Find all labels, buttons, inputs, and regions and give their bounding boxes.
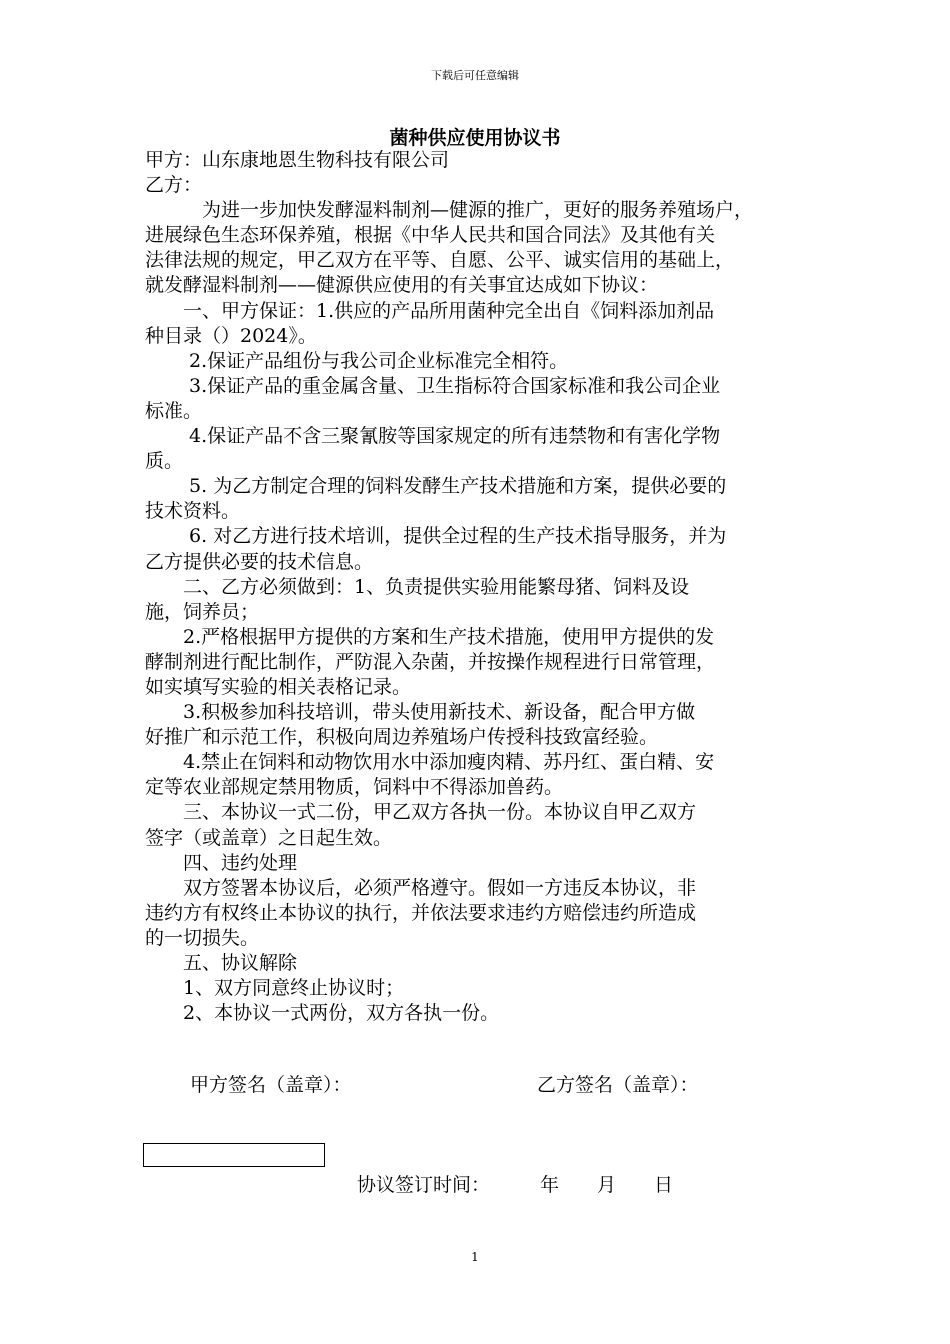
text-line: 法律法规的规定，甲乙双方在平等、自愿、公平、诚实信用的基础上， xyxy=(145,249,735,272)
year-label: 年 xyxy=(540,1174,560,1196)
text-line: 三、本协议一式二份，甲乙双方各执一份。本协议自甲乙双方 xyxy=(145,801,697,824)
text-line: 好推广和示范工作，积极向周边养殖场户传授科技致富经验。 xyxy=(145,726,659,749)
text-line: 签字（或盖章）之日起生效。 xyxy=(145,826,393,849)
text-line: 乙方提供必要的技术信息。 xyxy=(145,550,374,573)
text-line: 酵制剂进行配比制作，严防混入杂菌，并按操作规程进行日常管理， xyxy=(145,650,716,673)
signing-date xyxy=(357,1170,673,1197)
text-line: 违约方有权终止本协议的执行，并依法要求违约方赔偿违约所造成 xyxy=(145,901,697,924)
text-line: 进展绿色生态环保养殖，根据《中华人民共和国合同法》及其他有关 xyxy=(145,224,716,247)
agreement-body xyxy=(145,148,840,1026)
blank-field-box xyxy=(143,1143,325,1167)
text-line: 标准。 xyxy=(145,399,203,422)
text-line: 为进一步加快发酵湿料制剂—健源的推广，更好的服务养殖场户， xyxy=(145,199,754,222)
text-line: 甲方：山东康地恩生物科技有限公司 xyxy=(145,149,450,171)
text-line: 4.禁止在饲料和动物饮用水中添加瘦肉精、苏丹红、蛋白精、安 xyxy=(145,751,715,774)
text-line: 的一切损失。 xyxy=(145,926,260,949)
day-label: 日 xyxy=(654,1174,674,1196)
page-header-note: 下载后可任意编辑 xyxy=(431,69,519,82)
text-line: 3.保证产品的重金属含量、卫生指标符合国家标准和我公司企业 xyxy=(145,374,721,397)
text-line: 5. 为乙方制定合理的饲料发酵生产技术措施和方案，提供必要的 xyxy=(145,475,727,498)
text-line: 2.保证产品组份与我公司企业标准完全相符。 xyxy=(145,349,569,372)
text-line: 4.保证产品不含三聚氰胺等国家规定的所有违禁物和有害化学物 xyxy=(145,425,721,448)
text-line: 质。 xyxy=(145,450,184,473)
text-line: 1、双方同意终止协议时； xyxy=(145,977,405,1000)
text-line: 3.积极参加科技培训，带头使用新技术、新设备，配合甲方做 xyxy=(145,701,696,724)
text-line: 二、乙方必须做到：1、负责提供实验用能繁母猪、饲料及设 xyxy=(145,575,690,598)
text-line: 一、甲方保证：1.供应的产品所用菌种完全出自《饲料添加剂品 xyxy=(145,299,715,322)
month-label: 月 xyxy=(597,1174,617,1196)
text-line: 四、违约处理 xyxy=(145,851,298,874)
signing-date-label: 协议签订时间： xyxy=(357,1174,491,1196)
text-line: 定等农业部规定禁用物质，饲料中不得添加兽药。 xyxy=(145,776,564,799)
text-line: 2.严格根据甲方提供的方案和生产技术措施，使用甲方提供的发 xyxy=(145,625,715,648)
text-line: 如实填写实验的相关表格记录。 xyxy=(145,675,412,698)
page-number: 1 xyxy=(471,1250,479,1264)
text-line: 五、协议解除 xyxy=(145,952,298,974)
text-line: 技术资料。 xyxy=(145,500,241,523)
text-line: 2、本协议一式两份，双方各执一份。 xyxy=(145,1002,500,1025)
text-line: 施，饲养员； xyxy=(145,600,260,623)
text-line: 就发酵湿料制剂——健源供应使用的有关事宜达成如下协议： xyxy=(145,274,659,297)
text-line: 种目录（）2024》。 xyxy=(145,324,317,347)
text-line: 双方签署本协议后，必须严格遵守。假如一方违反本协议，非 xyxy=(145,876,697,899)
text-line: 6. 对乙方进行技术培训，提供全过程的生产技术指导服务，并为 xyxy=(145,525,727,548)
party-a-signature-label: 甲方签名（盖章）： xyxy=(190,1074,352,1096)
party-b-signature-label: 乙方签名（盖章）： xyxy=(537,1074,699,1096)
text-line: 乙方： xyxy=(145,174,203,197)
document-title: 菌种供应使用协议书 xyxy=(389,127,561,149)
